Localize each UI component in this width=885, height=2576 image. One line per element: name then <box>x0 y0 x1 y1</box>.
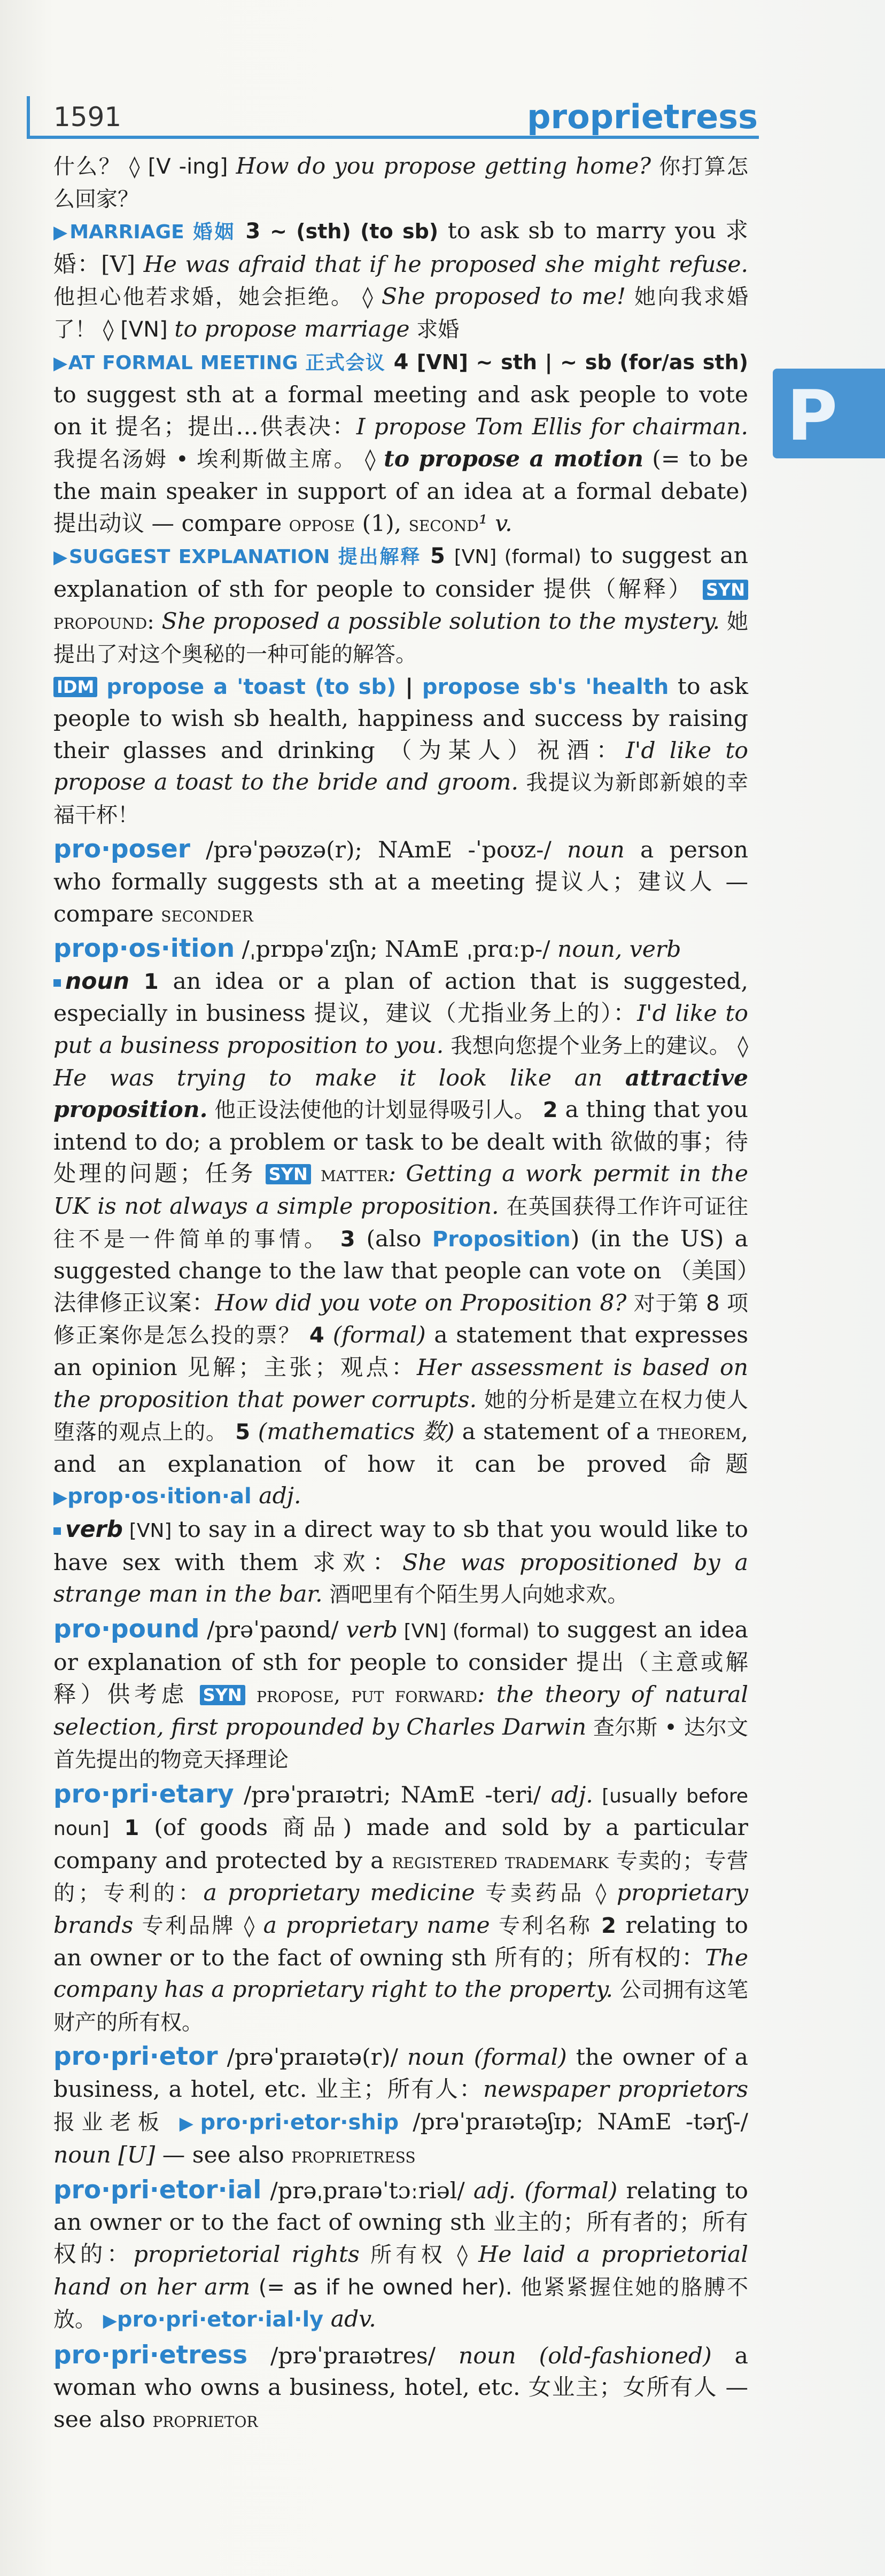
headword: pro·pri·etor·ial <box>53 2175 262 2205</box>
cross-ref-seconder[interactable]: seconder <box>161 902 253 927</box>
derivative-propositional: prop·os·ition·al <box>67 1484 252 1509</box>
entry-proprietary: pro·pri·etary /prəˈpraɪətri; NAmE -teri/ adj. [usually before noun] 1 (of goods 商品) made and sold by a particular company and protected by a registered trademark 专卖的；专营的；专利的：a proprietary medicine 专卖药品 ◊ proprietary brands 专利品牌 ◊ a proprietary name 专利名称 2 relating to an owner or to the fact of owning sth 所有的；所有权的：The company has a proprietary right to the property. 公司拥有这笔财产的所有权。 <box>53 1779 748 2035</box>
idm-badge: IDM <box>53 677 97 697</box>
sense-suggest-explanation: ▶SUGGEST EXPLANATION 提出解释 5 [VN] (formal) to suggest an explanation of sth for people to consider 提供（解释） SYN propound: She proposed a possible solution to the mystery. 她提出了对这个奥秘的一种可能的解答。 <box>53 543 748 667</box>
entry-proprietorial: pro·pri·etor·ial /prəˌpraɪəˈtɔːriəl/ adj. (formal) relating to an owner or to the fact of owning sth 业主的；所有者的；所有权的：proprietorial rights 所有权 ◊ He laid a proprietorial hand on her arm (= as if he owned her). 他紧紧握住她的胳膊不放。 ▶pro·pri·etor·ial·ly adv. <box>53 2175 748 2333</box>
headword: pro·pound <box>53 1614 200 1644</box>
square-bullet-icon <box>53 1527 61 1535</box>
sense-formal-meeting: ▶AT FORMAL MEETING 正式会议 4 [VN] ~ sth | ~ sb (for/as sth) to suggest sth at a formal meeting and ask people to vote on it 提名；提出…供表决：I propose Tom Ellis for chairman. 我提名汤姆 • 埃利斯做主席。 ◊ to propose a motion (= to be the main speaker in support of an idea at a formal debate) 提出动议 — compare oppose (1), second¹ v. <box>53 349 749 537</box>
running-head: proprietress <box>527 97 758 136</box>
arrow-icon: ▶ <box>53 222 70 244</box>
entries-column <box>53 151 748 2437</box>
cross-ref-second[interactable]: second <box>408 511 479 536</box>
syn-badge: SYN <box>266 1164 311 1184</box>
headword: pro·pri·etor <box>53 2042 218 2072</box>
sense-marriage: ▶MARRIAGE 婚姻 3 ~ (sth) (to sb) to ask sb to marry you 求婚：[V] He was afraid that if he proposed she might refuse. 他担心他若求婚，她会拒绝。 ◊ She proposed to me! 她向我求婚了！ ◊ [VN] to propose marriage 求婚 <box>53 218 748 342</box>
idiom-propose-health: propose sb's 'health <box>422 674 669 699</box>
cross-ref-matter[interactable]: matter <box>321 1162 389 1187</box>
entry-propound: pro·pound /prəˈpaʊnd/ verb [VN] (formal) to suggest an idea or explanation of sth for people to consider 提出（主意或解释）供考虑 SYN propose, put forward: the theory of natural selection, first propounded by Charles Darwin 查尔斯 • 达尔文首先提出的物竞天择理论 <box>53 1614 749 1773</box>
page-number: 1591 <box>53 102 122 132</box>
derivative-proprietorship: pro·pri·etor·ship <box>200 2110 399 2135</box>
headword: pro·poser <box>53 834 190 864</box>
square-bullet-icon <box>53 979 61 987</box>
entry-proposer: pro·poser /prəˈpəʊzə(r); NAmE -ˈpoʊz-/ noun a person who formally suggests sth at a meeting 提议人；建议人 — compare seconder <box>53 834 748 927</box>
thumb-index-tab[interactable] <box>773 369 885 458</box>
headword: prop·os·ition <box>53 934 235 964</box>
cross-ref-oppose[interactable]: oppose <box>289 511 355 536</box>
headword: pro·pri·etress <box>53 2340 248 2370</box>
derivative-proprietorially: pro·pri·etor·ial·ly <box>117 2307 324 2332</box>
arrow-icon: ▶ <box>53 1487 68 1509</box>
cross-ref-propose-put-forward[interactable]: propose, put forward <box>257 1682 478 1707</box>
entry-proprietress: pro·pri·etress /prəˈpraɪətres/ noun (old-fashioned) a woman who owns a business, hotel, etc. 女业主；女所有人 — see also proprietor <box>53 2340 748 2433</box>
headword: pro·pri·etary <box>53 1779 234 1809</box>
arrow-icon: ▶ <box>179 2112 200 2134</box>
proposition-noun-senses: noun 1 an idea or a plan of action that is suggested, especially in business 提议，建议（尤指业务上的）：I'd like to put a business proposition to you. 我想向您提个业务上的建议。 ◊ He was trying to make it look like an attractive proposition. 他正设法使他的计划显得吸引人。 2 a thing that you intend to do; a problem or task to be dealt with 欲做的事；待处理的问题；任务 SYN matter: Getting a work permit in the UK is not always a simple proposition. 在英国获得工作许可证往往不是一件简单的事情。 3 (also Proposition) (in the US) a suggested change to the law that people can vote on （美国）法律修正议案：How did you vote on Proposition 8? 对于第 8 项修正案你是怎么投的票？ 4 (formal) a statement that expresses an opinion 见解；主张；观点：Her assessment is based on the proposition that power corrupts. 她的分析是建立在权力使人堕落的观点上的。 5 (mathematics 数) a statement of a theorem, and an explanation of how it can be proved 命题 ▶prop·os·ition·al adj. <box>53 968 749 1510</box>
idiom-propose-toast: propose a 'toast (to sb) <box>97 674 406 699</box>
arrow-icon: ▶ <box>53 352 68 374</box>
syn-badge: SYN <box>703 580 748 600</box>
arrow-icon: ▶ <box>53 547 69 568</box>
signpost-marriage: MARRIAGE 婚姻 <box>69 221 236 244</box>
signpost-suggest-explanation: SUGGEST EXPLANATION 提出解释 <box>69 546 422 568</box>
syn-badge: SYN <box>200 1685 245 1705</box>
header-rule-vertical <box>27 96 30 137</box>
arrow-icon: ▶ <box>103 2310 117 2332</box>
idiom-block: IDM propose a 'toast (to sb) | propose sb's 'health to ask people to wish sb health, happiness and success by raising their glasses and drinking （为某人）祝酒：I'd like to propose a toast to the bride and groom. 我提议为新郎新娘的幸福干杯！ <box>53 673 749 828</box>
entry-proposition: prop·os·ition /ˌprɒpəˈzɪʃn; NAmE ˌprɑːp-/ noun, verb <box>53 934 681 964</box>
cross-ref-registered-trademark[interactable]: registered trademark <box>392 1848 609 1874</box>
entry-propose-continued: 什么？ ◊ [V -ing] How do you propose getting home? 你打算怎么回家？ <box>53 153 748 212</box>
signpost-formal-meeting: AT FORMAL MEETING 正式会议 <box>68 352 386 374</box>
cross-ref-propound[interactable]: propound: <box>53 610 154 635</box>
cross-ref-theorem[interactable]: theorem <box>657 1420 741 1445</box>
proposition-verb-sense: verb [VN] to say in a direct way to sb that you would like to have sex with them 求欢：She was propositioned by a strange man in the bar. 酒吧里有个陌生男人向她求欢。 <box>53 1516 748 1608</box>
cross-ref-proprietress[interactable]: proprietress <box>291 2143 416 2168</box>
entry-proprietor: pro·pri·etor /prəˈpraɪətə(r)/ noun (formal) the owner of a business, a hotel, etc. 业主；所有人：newspaper proprietors 报业老板 ▶pro·pri·etor·ship /prəˈpraɪətəʃɪp; NAmE -tərʃ-/ noun [U] — see also proprietress <box>53 2042 749 2169</box>
thumb-letter: P <box>787 375 838 456</box>
cross-ref-proprietor[interactable]: proprietor <box>152 2407 258 2432</box>
